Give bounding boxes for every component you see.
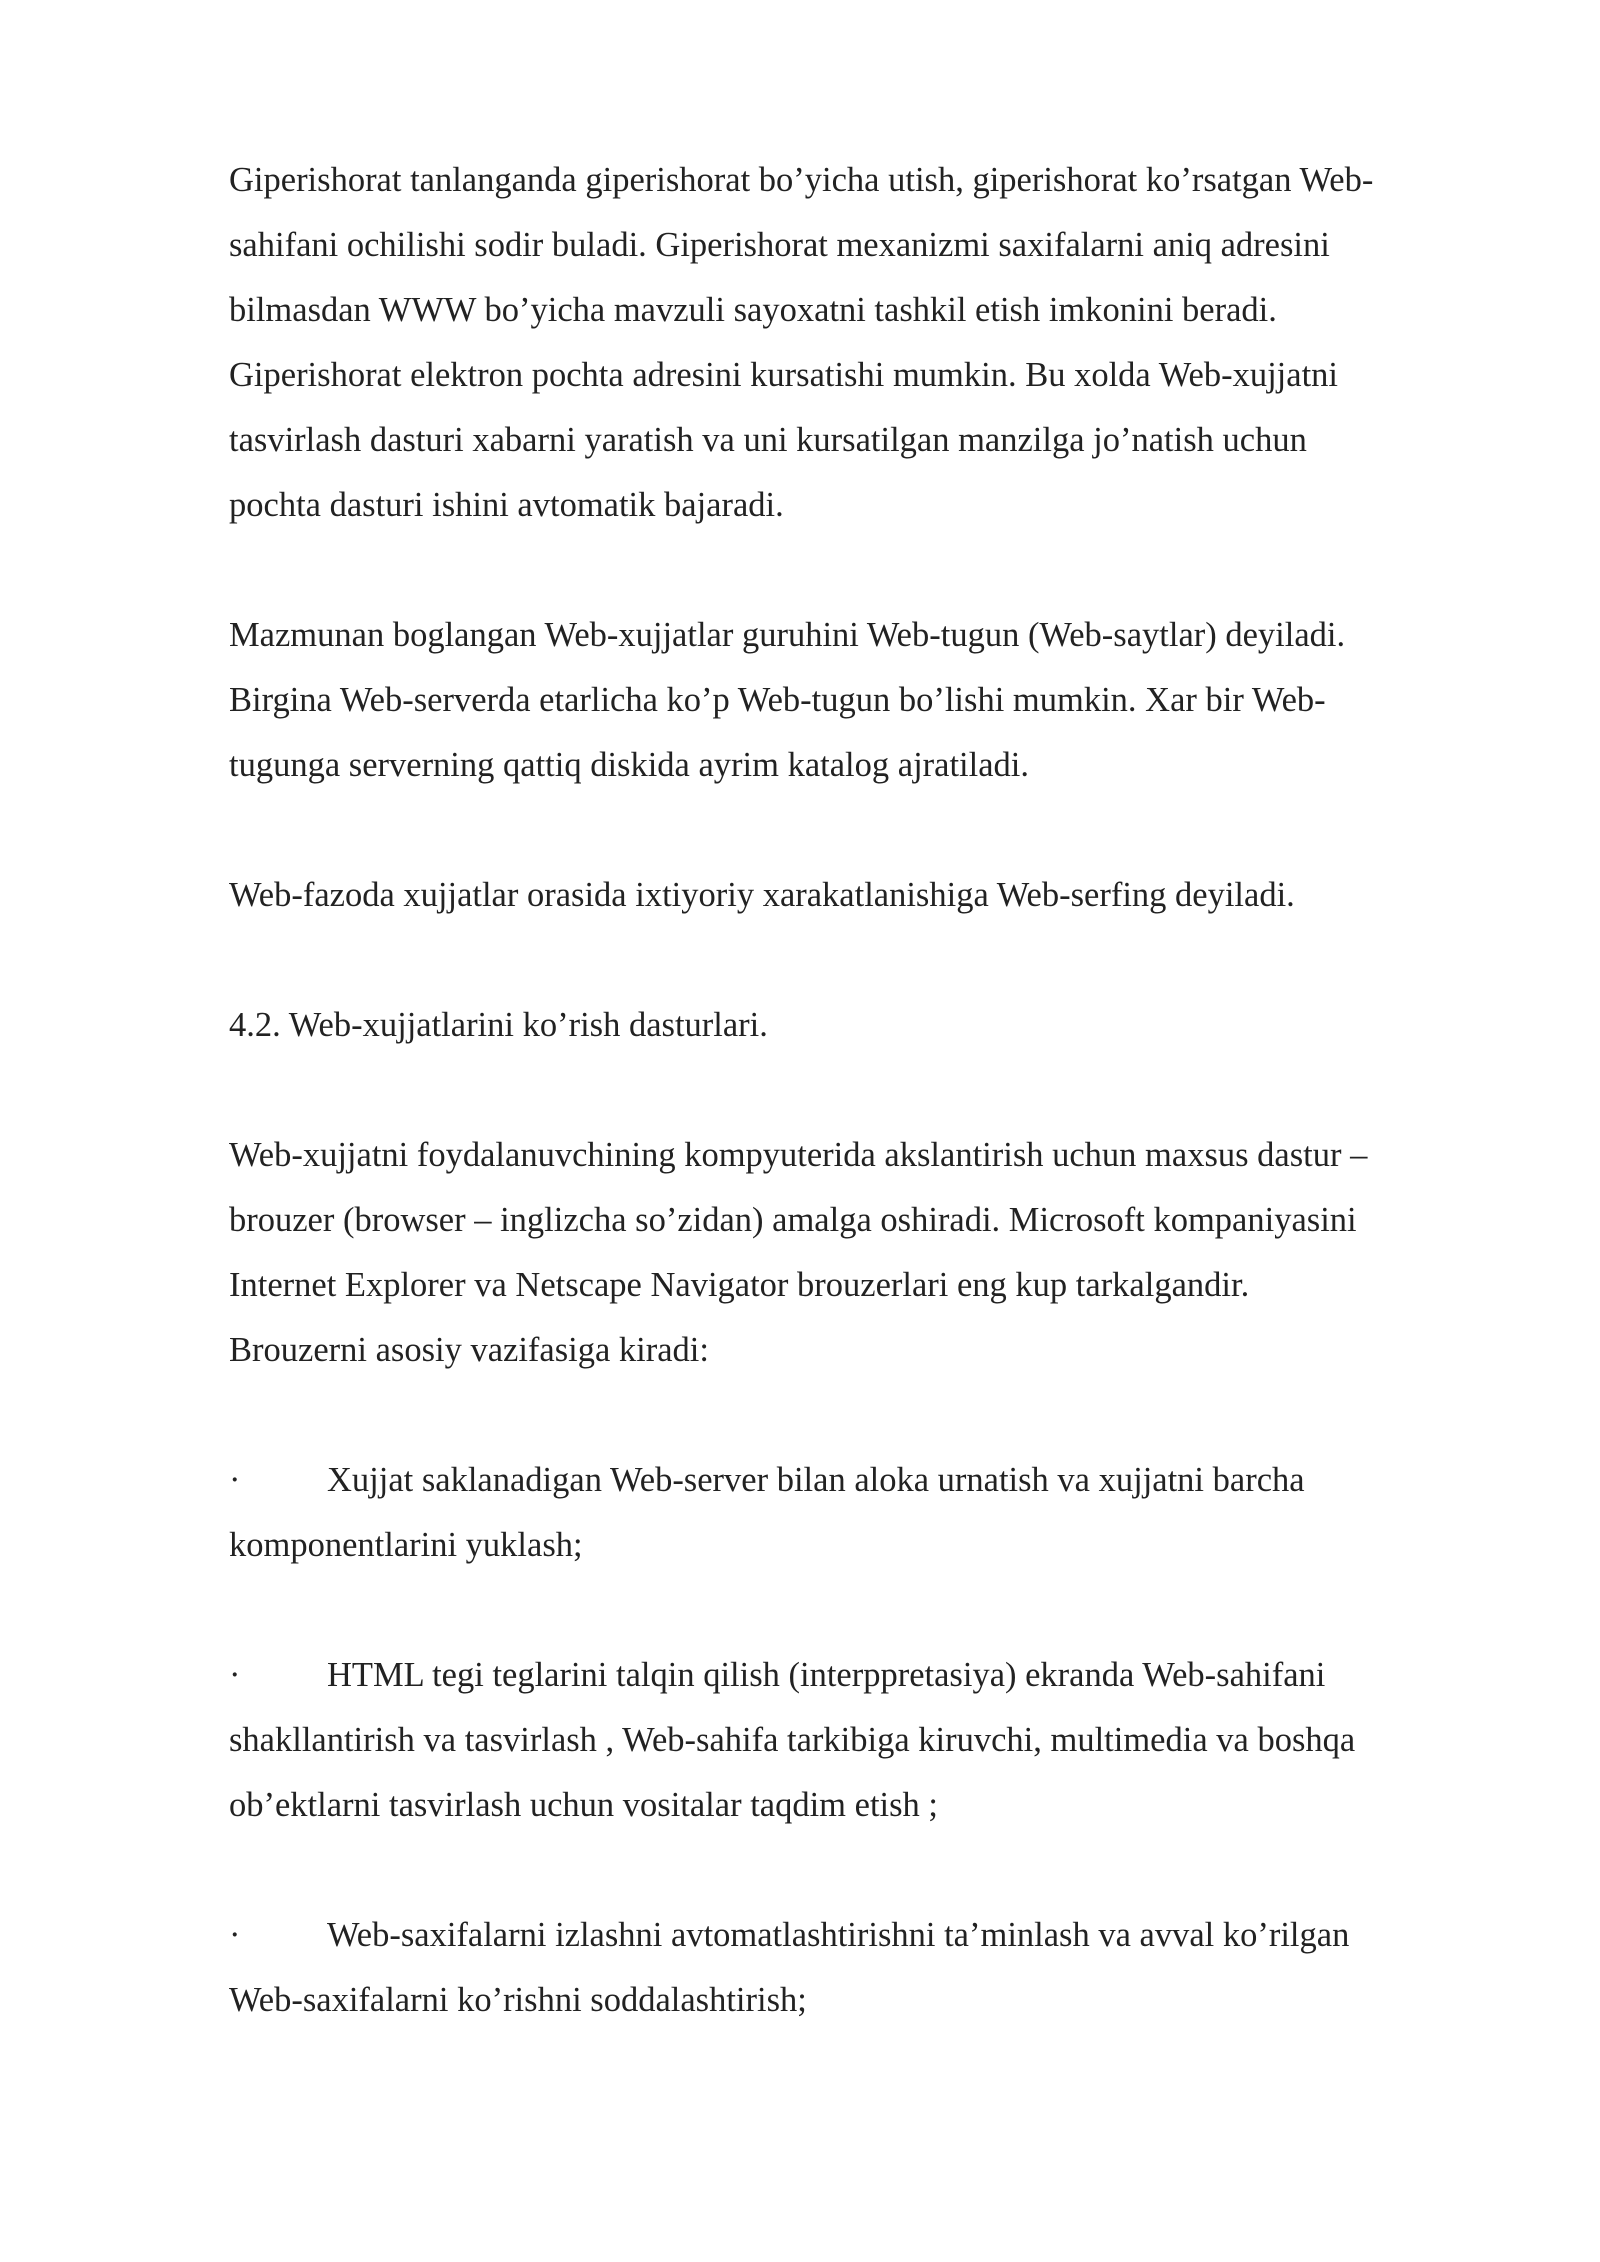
text-line: tasvirlash dasturi xabarni yaratish va uni kursatilgan manzilga jo’natish uchun bbox=[229, 421, 1307, 459]
paragraph-web-node bbox=[229, 603, 1499, 798]
text-line: Giperishorat tanlanganda giperishorat bo’yicha utish, giperishorat ko’rsatgan Web- bbox=[229, 161, 1374, 199]
section-heading-text: 4.2. Web-xujjatlarini ko’rish dasturlari. bbox=[229, 1006, 768, 1044]
text-line: Web-xujjatni foydalanuvchining kompyuterida akslantirish uchun maxsus dastur – bbox=[229, 1136, 1368, 1174]
text-line: brouzer (browser – inglizcha so’zidan) amalga oshiradi. Microsoft kompaniyasini bbox=[229, 1201, 1357, 1239]
paragraph-web-surfing bbox=[229, 863, 1499, 928]
bullet-first-line bbox=[229, 1643, 1499, 1708]
paragraph-gap bbox=[229, 1383, 1499, 1448]
bullet-text: Web-saxifalarni izlashni avtomatlashtirishni ta’minlash va avval ko’rilgan bbox=[327, 1916, 1350, 1954]
text-line: sahifani ochilishi sodir buladi. Giperishorat mexanizmi saxifalarni aniq adresini bbox=[229, 226, 1330, 264]
bullet-text: HTML tegi teglarini talqin qilish (interppretasiya) ekranda Web-sahifani bbox=[327, 1656, 1326, 1694]
paragraph-gap bbox=[229, 1838, 1499, 1903]
text-line: Birgina Web-serverda etarlicha ko’p Web-tugun bo’lishi mumkin. Xar bir Web- bbox=[229, 681, 1326, 719]
text-line: Giperishorat elektron pochta adresini kursatishi mumkin. Bu xolda Web-xujjatni bbox=[229, 356, 1338, 394]
bullet-first-line bbox=[229, 1903, 1499, 1968]
bullet-marker: · bbox=[229, 1656, 241, 1694]
paragraph-gap bbox=[229, 1058, 1499, 1123]
paragraph-gap bbox=[229, 1578, 1499, 1643]
bullet-first-line bbox=[229, 1448, 1499, 1513]
text-line: pochta dasturi ishini avtomatik bajaradi. bbox=[229, 486, 784, 524]
paragraph-browser bbox=[229, 1123, 1499, 1383]
document-body bbox=[229, 148, 1499, 2033]
paragraph-gap bbox=[229, 798, 1499, 863]
bullet-marker: · bbox=[229, 1461, 241, 1499]
text-line: ob’ektlarni tasvirlash uchun vositalar taqdim etish ; bbox=[229, 1786, 939, 1824]
text-line: Mazmunan boglangan Web-xujjatlar guruhini Web-tugun (Web-saytlar) deyiladi. bbox=[229, 616, 1346, 654]
text-line: bilmasdan WWW bo’yicha mavzuli sayoxatni tashkil etish imkonini beradi. bbox=[229, 291, 1277, 329]
paragraph-gap bbox=[229, 538, 1499, 603]
text-line: Internet Explorer va Netscape Navigator brouzerlari eng kup tarkalgandir. bbox=[229, 1266, 1250, 1304]
text-line: tugunga serverning qattiq diskida ayrim katalog ajratiladi. bbox=[229, 746, 1029, 784]
text-line: shakllantirish va tasvirlash , Web-sahifa tarkibiga kiruvchi, multimedia va boshqa bbox=[229, 1721, 1356, 1759]
bullet-item bbox=[229, 1643, 1499, 1838]
section-heading bbox=[229, 993, 1499, 1058]
bullet-item bbox=[229, 1903, 1499, 2033]
bullet-marker: · bbox=[229, 1916, 241, 1954]
text-line: Web-fazoda xujjatlar orasida ixtiyoriy xarakatlanishiga Web-serfing deyiladi. bbox=[229, 876, 1295, 914]
bullet-text: Xujjat saklanadigan Web-server bilan aloka urnatish va xujjatni barcha bbox=[327, 1461, 1305, 1499]
text-line: Web-saxifalarni ko’rishni soddalashtirish; bbox=[229, 1981, 807, 2019]
paragraph-hyperlink-navigation bbox=[229, 148, 1499, 538]
text-line: Brouzerni asosiy vazifasiga kiradi: bbox=[229, 1331, 709, 1369]
bullet-item bbox=[229, 1448, 1499, 1578]
paragraph-gap bbox=[229, 928, 1499, 993]
text-line: komponentlarini yuklash; bbox=[229, 1526, 583, 1564]
